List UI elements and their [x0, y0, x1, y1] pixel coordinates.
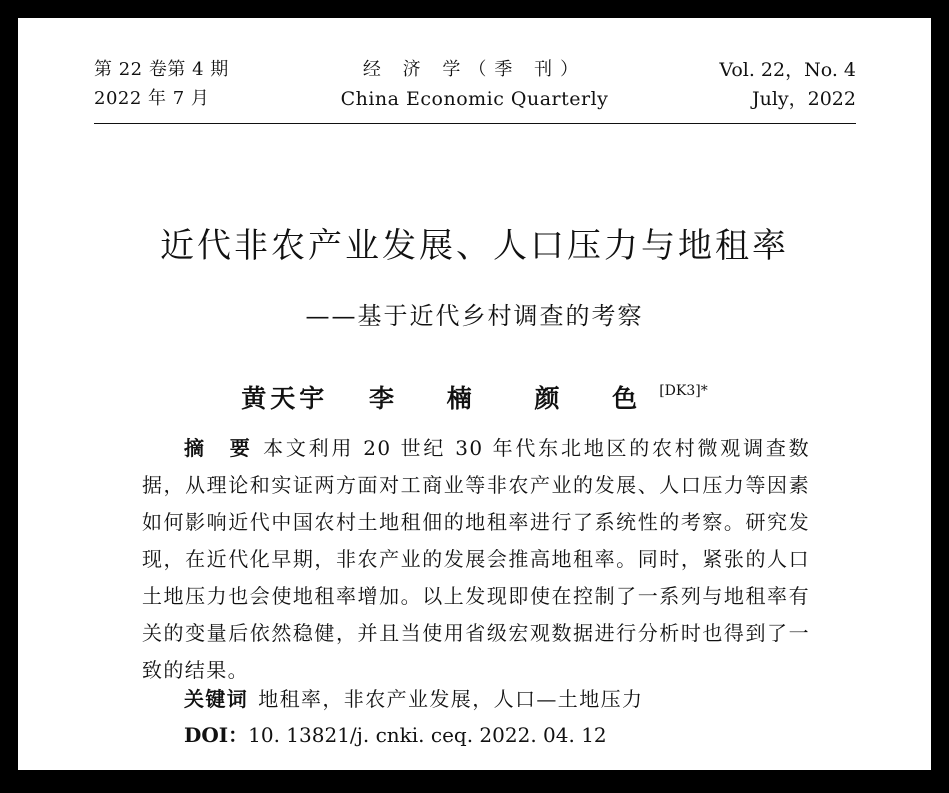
abstract: [142, 430, 810, 689]
doi-label: DOI：: [184, 723, 249, 747]
abstract-text: 本文利用 20 世纪 30 年代东北地区的农村微观调查数据，从理论和实证两方面对工商业等非农产业的发展、人口压力等因素如何影响近代中国农村土地租佃的地租率进行了系统性的考察。研究发现，在近代化早期，非农产业的发展会推高地租率。同时，紧张的人口土地压力也会使地租率增加。以上发现即使在控制了一系列与地租率有关的变量后依然稳健，并且当使用省级宏观数据进行分析时也得到了一致的结果。: [142, 436, 810, 682]
author-3: [534, 384, 707, 413]
keywords: [184, 684, 643, 714]
author-2: 李 楠: [369, 384, 494, 413]
journal-name-en: China Economic Quarterly: [340, 88, 609, 110]
header-rule: [94, 123, 856, 124]
author-footnote-mark: [DK3]*: [659, 383, 708, 399]
author-3-name: 颜 色: [534, 384, 660, 413]
date-cn: 2022 年 7 月: [94, 88, 210, 109]
abstract-label: 摘 要: [184, 436, 260, 460]
keywords-text: 地租率，非农产业发展，人口—土地压力: [258, 687, 644, 711]
author-list: [18, 374, 931, 416]
header-right: [719, 59, 856, 117]
doi-text: 10. 13821/j. cnki. ceq. 2022. 04. 12: [248, 723, 607, 747]
journal-page: [18, 18, 931, 770]
author-1: 黄天宇: [241, 384, 329, 413]
keywords-label: 关键词: [184, 687, 249, 711]
volume-issue-cn: 第 22 卷第 4 期: [94, 59, 229, 80]
article-subtitle: ——基于近代乡村调查的考察: [305, 302, 644, 330]
article-title: 近代非农产业发展、人口压力与地租率: [160, 226, 789, 266]
volume-issue-en: Vol. 22，No. 4: [719, 59, 856, 81]
journal-name-cn: 经 济 学（季 刊）: [362, 59, 587, 80]
doi: [184, 720, 607, 750]
date-en: July，2022: [751, 88, 856, 110]
